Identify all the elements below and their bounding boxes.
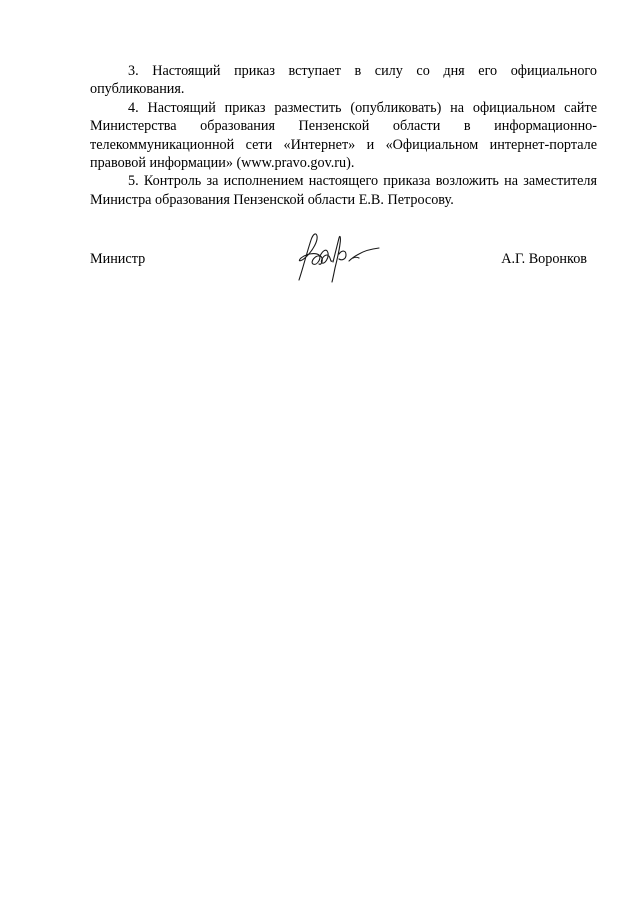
signatory-title: Министр <box>90 251 146 267</box>
handwritten-signature <box>289 228 389 288</box>
paragraph-4: 4. Настоящий приказ разместить (опубликовать) на официальном сайте Министерства образования Пензенской области в информационно-телекоммуникационной сети «Интернет» и «Официальном интернет-портале правовой информации» (www.pravo.gov.ru). <box>90 99 597 172</box>
paragraph-3: 3. Настоящий приказ вступает в силу со дня его официального опубликования. <box>90 63 597 98</box>
signatory-name: А.Г. Воронков <box>501 251 587 267</box>
paragraph-5: 5. Контроль за исполнением настоящего приказа возложить на заместителя Министра образования Пензенской области Е.В. Петросову. <box>90 173 597 208</box>
document-body <box>90 62 597 209</box>
